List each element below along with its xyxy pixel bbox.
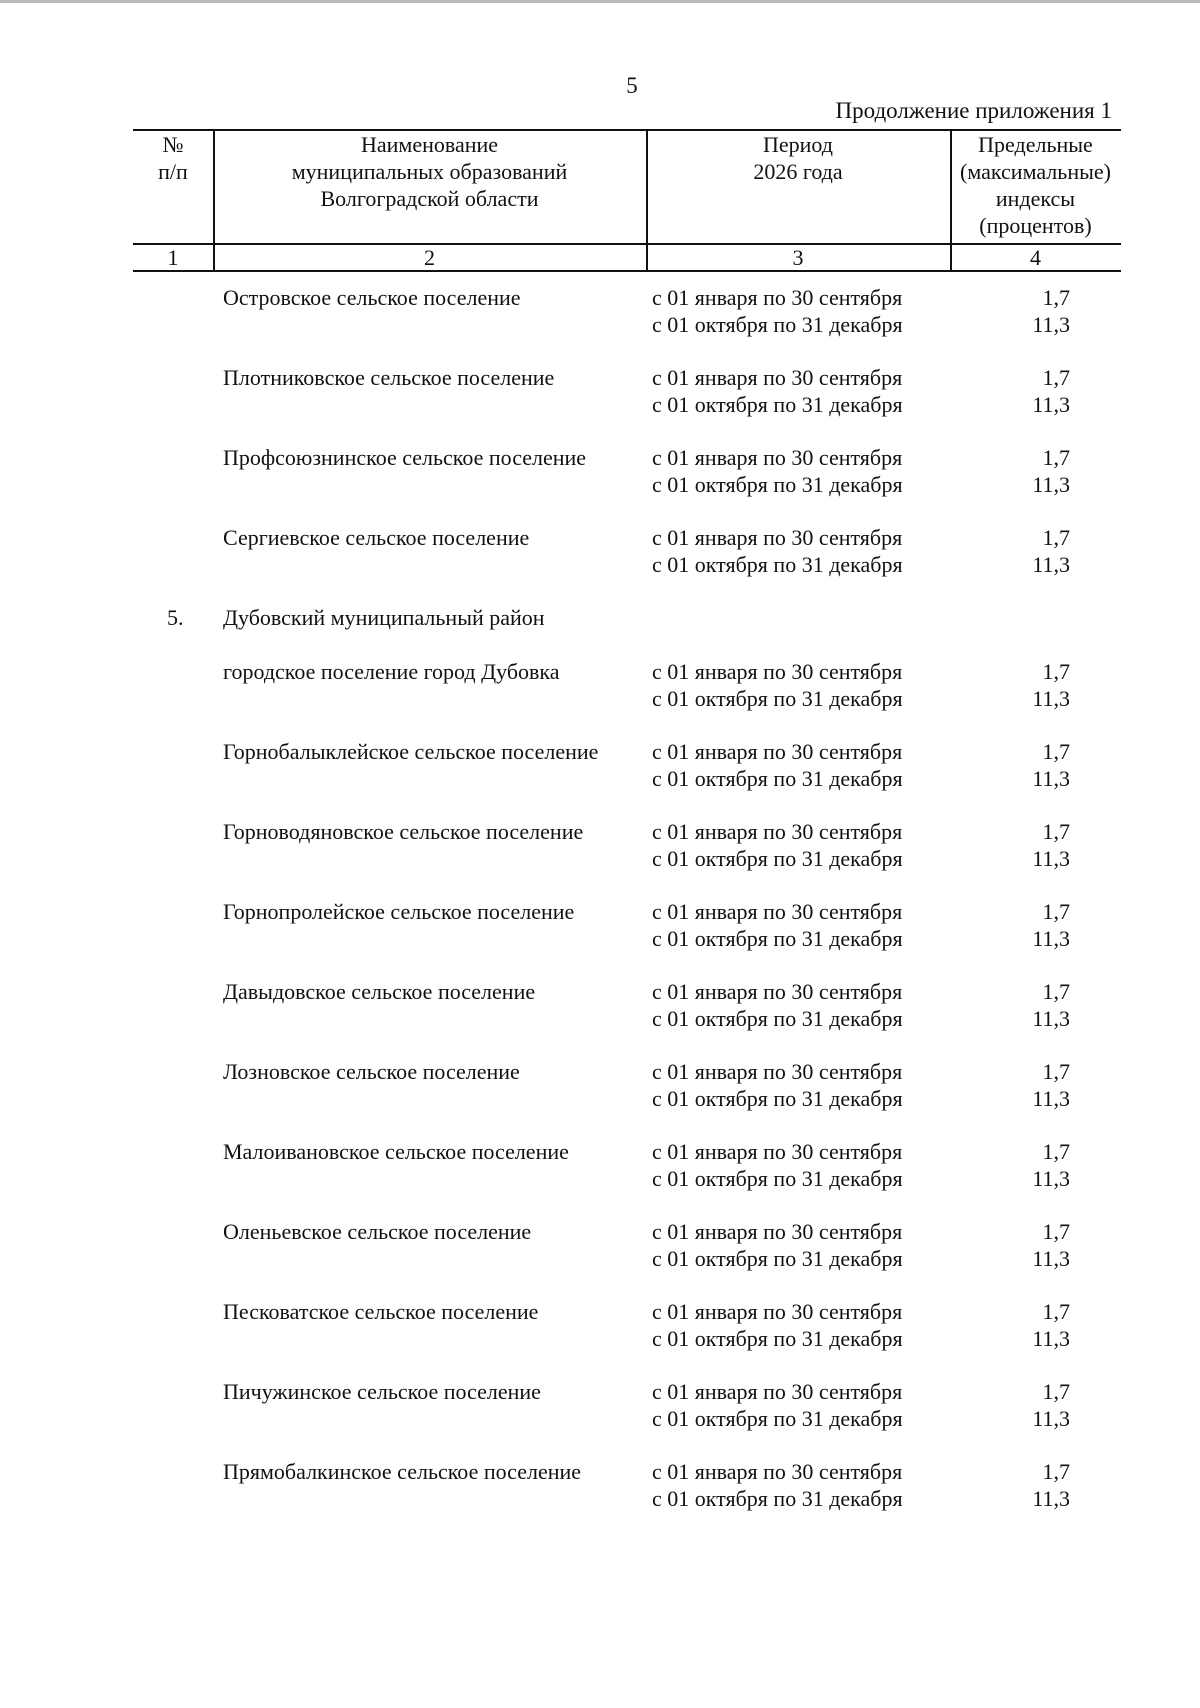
header-text: индексы: [995, 186, 1076, 211]
row-period-first: с 01 января по 30 сентября: [652, 899, 903, 924]
row-period-second: с 01 октября по 31 декабря: [652, 1486, 903, 1511]
row-period-second: с 01 октября по 31 декабря: [652, 1406, 903, 1431]
header-text: №: [162, 132, 184, 157]
row-name: городское поселение город Дубовка: [223, 659, 560, 684]
row-value-second: 11,3: [1032, 846, 1070, 871]
row-period-second: с 01 октября по 31 декабря: [652, 926, 903, 951]
row-period-second: с 01 октября по 31 декабря: [652, 846, 903, 871]
row-period-first: с 01 января по 30 сентября: [652, 285, 903, 310]
row-period-second: с 01 октября по 31 декабря: [652, 686, 903, 711]
row-value-first: 1,7: [1042, 659, 1070, 684]
header-text: п/п: [158, 159, 188, 184]
row-name: Профсоюзнинское сельское поселение: [223, 445, 587, 470]
row-period-first: с 01 января по 30 сентября: [652, 1299, 903, 1324]
row-value-second: 11,3: [1032, 1246, 1070, 1271]
row-value-first: 1,7: [1042, 1299, 1070, 1324]
row-period-second: с 01 октября по 31 декабря: [652, 312, 903, 337]
row-value-second: 11,3: [1032, 1326, 1070, 1351]
row-period-first: с 01 января по 30 сентября: [652, 445, 903, 470]
row-value-first: 1,7: [1042, 365, 1070, 390]
row-period-first: с 01 января по 30 сентября: [652, 365, 903, 390]
row-period-first: с 01 января по 30 сентября: [652, 525, 903, 550]
row-period-second: с 01 октября по 31 декабря: [652, 472, 903, 497]
row-value-second: 11,3: [1032, 312, 1070, 337]
row-value-second: 11,3: [1032, 1086, 1070, 1111]
row-number: 5.: [167, 605, 184, 630]
row-name: Горнобалыклейское сельское поселение: [223, 739, 599, 764]
row-period-first: с 01 января по 30 сентября: [652, 1059, 903, 1084]
row-name: Оленьевское сельское поселение: [223, 1219, 532, 1244]
row-value-first: 1,7: [1042, 899, 1070, 924]
row-period-first: с 01 января по 30 сентября: [652, 1459, 903, 1484]
row-value-second: 11,3: [1032, 1006, 1070, 1031]
row-value-second: 11,3: [1032, 1166, 1070, 1191]
row-value-first: 1,7: [1042, 1219, 1070, 1244]
row-period-first: с 01 января по 30 сентября: [652, 979, 903, 1004]
row-name: Сергиевское сельское поселение: [223, 525, 530, 550]
row-period-first: с 01 января по 30 сентября: [652, 1219, 903, 1244]
row-period-second: с 01 октября по 31 декабря: [652, 1006, 903, 1031]
row-name: Малоивановское сельское поселение: [223, 1139, 569, 1164]
row-period-first: с 01 января по 30 сентября: [652, 659, 903, 684]
row-name: Плотниковское сельское поселение: [223, 365, 555, 390]
district-name: Дубовский муниципальный район: [223, 605, 545, 630]
row-period-second: с 01 октября по 31 декабря: [652, 552, 903, 577]
row-value-first: 1,7: [1042, 819, 1070, 844]
row-name: Давыдовское сельское поселение: [223, 979, 536, 1004]
header-text: Предельные: [978, 132, 1093, 157]
header-col-number: [133, 131, 213, 185]
row-name: Прямобалкинское сельское поселение: [223, 1459, 582, 1484]
row-name: Горнопролейское сельское поселение: [223, 899, 575, 924]
row-value-second: 11,3: [1032, 766, 1070, 791]
row-value-second: 11,3: [1032, 552, 1070, 577]
row-period-second: с 01 октября по 31 декабря: [652, 766, 903, 791]
row-period-second: с 01 октября по 31 декабря: [652, 1086, 903, 1111]
row-value-first: 1,7: [1042, 285, 1070, 310]
row-period-first: с 01 января по 30 сентября: [652, 1379, 903, 1404]
row-value-first: 1,7: [1042, 1379, 1070, 1404]
header-text: муниципальных образований: [291, 159, 568, 184]
row-value-first: 1,7: [1042, 1459, 1070, 1484]
row-period-first: с 01 января по 30 сентября: [652, 1139, 903, 1164]
appendix-caption: Продолжение приложения 1: [835, 98, 1112, 123]
row-value-first: 1,7: [1042, 445, 1070, 470]
header-text: 2026 года: [753, 159, 843, 184]
row-value-first: 1,7: [1042, 739, 1070, 764]
header-text: (процентов): [979, 213, 1092, 238]
row-value-second: 11,3: [1032, 1486, 1070, 1511]
column-number: 1: [167, 245, 179, 270]
row-value-first: 1,7: [1042, 1139, 1070, 1164]
table-header: [133, 129, 1121, 272]
row-value-second: 11,3: [1032, 926, 1070, 951]
header-col-name: [213, 131, 646, 212]
row-value-second: 11,3: [1032, 472, 1070, 497]
row-value-second: 11,3: [1032, 686, 1070, 711]
header-text: (максимальные): [960, 159, 1111, 184]
header-col-period: [646, 131, 950, 185]
scan-edge: [0, 0, 1200, 3]
row-period-second: с 01 октября по 31 декабря: [652, 1246, 903, 1271]
row-value-second: 11,3: [1032, 392, 1070, 417]
row-name: Песковатское сельское поселение: [223, 1299, 539, 1324]
row-period-second: с 01 октября по 31 декабря: [652, 1166, 903, 1191]
row-name: Горноводяновское сельское поселение: [223, 819, 584, 844]
header-col-index: [950, 131, 1121, 239]
row-name: Пичужинское сельское поселение: [223, 1379, 541, 1404]
row-name: Островское сельское поселение: [223, 285, 521, 310]
row-period-first: с 01 января по 30 сентября: [652, 819, 903, 844]
row-name: Лозновское сельское поселение: [223, 1059, 520, 1084]
header-text: Период: [763, 132, 833, 157]
row-period-second: с 01 октября по 31 декабря: [652, 392, 903, 417]
row-value-first: 1,7: [1042, 1059, 1070, 1084]
column-number: 3: [792, 245, 804, 270]
page-number: 5: [626, 73, 638, 98]
row-value-first: 1,7: [1042, 525, 1070, 550]
row-value-first: 1,7: [1042, 979, 1070, 1004]
row-period-second: с 01 октября по 31 декабря: [652, 1326, 903, 1351]
header-text: Наименование: [360, 132, 499, 157]
header-text: Волгоградской области: [320, 186, 539, 211]
row-period-first: с 01 января по 30 сентября: [652, 739, 903, 764]
column-number: 2: [424, 245, 435, 270]
column-number: 4: [1030, 245, 1041, 270]
row-value-second: 11,3: [1032, 1406, 1070, 1431]
